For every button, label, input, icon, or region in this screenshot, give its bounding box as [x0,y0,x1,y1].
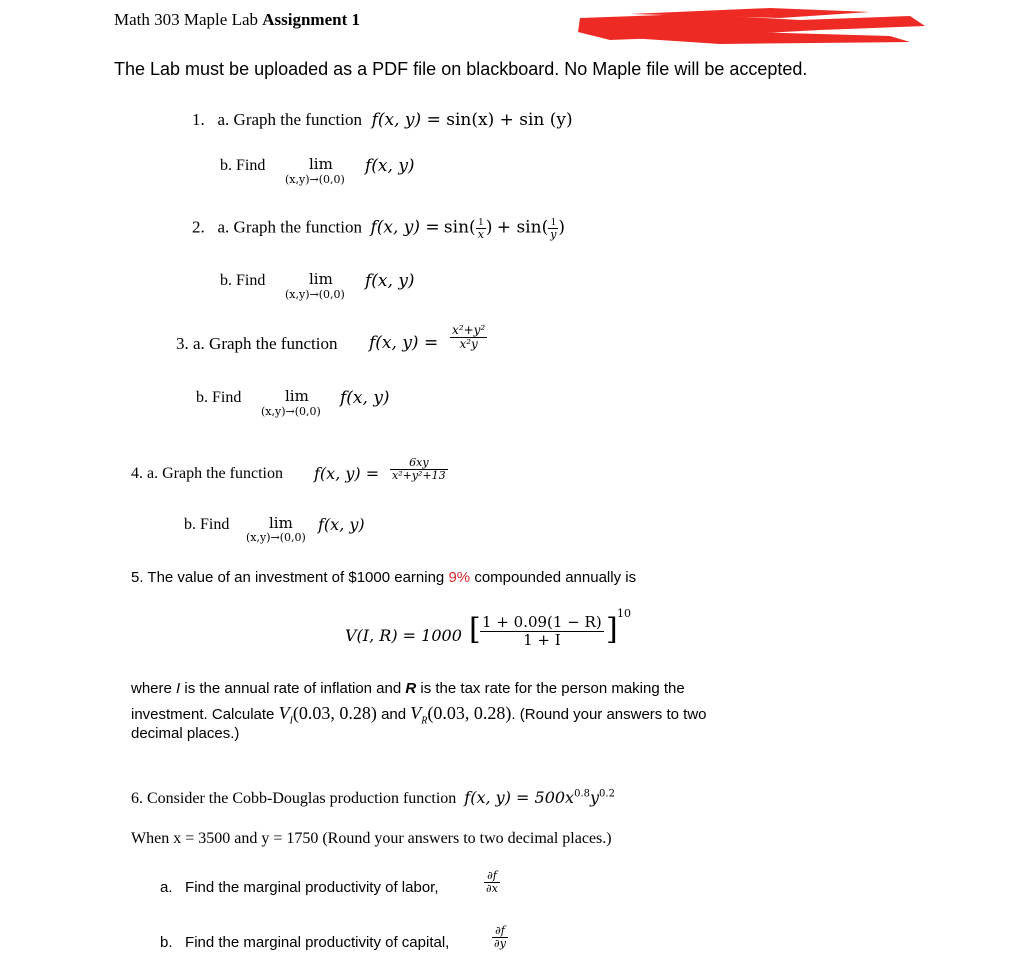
q5-var-R: R [405,680,417,697]
q6-b-num: ∂f [492,925,508,938]
q2-lim: lim [309,270,333,288]
q2-line: 2. a. Graph the function f(x, y) = sin( $\frac{1}{x}$ ) + sin( $\frac{1}{y}$ ) [192,216,566,242]
q3-numerator: x²+y² [452,323,486,337]
q6-b-text: Find the marginal productivity of capital, [185,934,450,951]
q5-VR-args: (0.03, 0.28) [427,703,512,723]
q2-frac1 [476,216,486,241]
q2-fxy: f(x, y) = [370,217,440,238]
intro-text: The Lab must be uploaded as a PDF file on blackboard. No Maple file will be accepted. [114,59,808,79]
q3-find-label: b. Find [196,389,242,406]
q4-lim-func: f(x, y) [318,515,365,534]
q3-fraction [450,324,487,351]
q4-denominator: x²+y²+13 [392,469,446,483]
q2-frac2 [548,216,558,241]
q2-number: 2. [192,217,205,237]
q1-lim-func: f(x, y) [365,156,415,176]
q5-where-3: is the tax rate for the person making the [420,680,685,697]
q5-VR-sub: R [421,715,428,727]
q5-intro [131,569,636,586]
title-bold-text: Assignment 1 [262,10,361,29]
q6-b-label: b. [160,934,173,951]
q1-lim-sub: (x,y)→(0,0) [285,173,345,186]
q6-intro [131,788,615,808]
q4-numerator: 6xy [390,457,448,470]
q3-lim: lim [285,387,309,405]
q5-exponent: 10 [617,607,631,620]
q6-b-den: ∂y [494,937,506,951]
q1-find-label: b. Find [220,157,266,174]
q3-lim-func: f(x, y) [340,388,390,408]
q5-where-line [131,680,685,697]
q4-graph-label: 4. a. Graph the function [131,465,283,482]
q6-exp-x: 0.8 [574,788,590,800]
q6-a-label: a. [160,879,173,896]
q5-VR: V [410,703,422,723]
redaction-mark [570,6,930,46]
q5-and: and [381,706,407,723]
q5-rate: 9% [448,569,471,586]
q5-calc-text: investment. Calculate [131,706,275,723]
q6-a-den: ∂x [486,882,498,896]
q5-where-1: where [131,680,172,697]
q6-y: y [589,788,600,807]
q5-var-I: I [176,680,181,697]
q5-round-text: . (Round your answers to two [511,706,707,723]
q5-decimal-line: decimal places.) [131,725,240,742]
q1-line [192,110,573,130]
q5-where-2: is the annual rate of inflation and [184,680,402,697]
q1-expression: sin(x) + sin (y) [446,110,573,130]
q5-calc-line [131,703,707,727]
q2-frac2-den: y [550,228,557,242]
q6-exp-y: 0.2 [599,788,615,800]
q4-fraction [390,457,448,482]
q6-a-derivative [484,870,500,895]
q4-fxy: f(x, y) = [314,464,380,483]
q5-VI: V [278,703,290,723]
q2-frac1-den: x [477,228,484,242]
q4-lim: lim [269,514,293,532]
q6-a-num: ∂f [484,870,500,883]
q2-frac2-num: 1 [548,216,558,229]
q5-fraction [480,614,604,648]
q5-text-after: compounded annually is [474,569,637,586]
q2-frac1-num: 1 [476,216,486,229]
q3-graph-label: 3. a. Graph the function [176,334,338,353]
q2-plus-sin: + sin [496,217,542,238]
q5-right-bracket: ] [606,612,618,647]
q1-number: 1. [192,110,205,129]
q4-find-label: b. Find [184,516,230,533]
q5-VI-args: (0.03, 0.28) [292,703,377,723]
q2-lim-sub: (x,y)→(0,0) [285,288,345,301]
q2-lim-func: f(x, y) [365,271,415,291]
q2-find-label: b. Find [220,272,266,289]
q6-intro-text: 6. Consider the Cobb-Douglas production function [131,790,457,807]
q6-a-text: Find the marginal productivity of labor, [185,879,439,896]
q4-lim-sub: (x,y)→(0,0) [246,531,306,544]
q5-formula-lhs: V(I, R) = 1000 [345,626,462,645]
q5-text-before: 5. The value of an investment of $1000 earning [131,569,445,586]
document-title [114,10,360,30]
q6-part-a [160,879,439,896]
q3-fxy: f(x, y) = [369,333,439,353]
q2-graph-label: a. Graph the function [217,217,362,237]
q5-numerator: 1 + 0.09(1 − R) [482,613,602,631]
q1-graph-label: a. Graph the function [217,110,362,129]
q6-func: f(x, y) = 500x [464,788,575,807]
q3-lim-sub: (x,y)→(0,0) [261,405,321,418]
q2-sin1: sin [443,217,470,238]
q6-part-b [160,934,449,951]
q6-values: When x = 3500 and y = 1750 (Round your answers to two decimal places.) [131,830,612,847]
q5-VI-sub: I [289,715,293,727]
q3-denominator: x²y [459,337,478,352]
q1-fxy: f(x, y) = [371,110,441,130]
q5-left-bracket: [ [469,612,481,647]
q1-lim: lim [309,155,333,173]
q6-b-derivative [492,925,508,950]
q5-denominator: 1 + I [523,630,561,649]
title-text: Math 303 Maple Lab [114,10,258,29]
